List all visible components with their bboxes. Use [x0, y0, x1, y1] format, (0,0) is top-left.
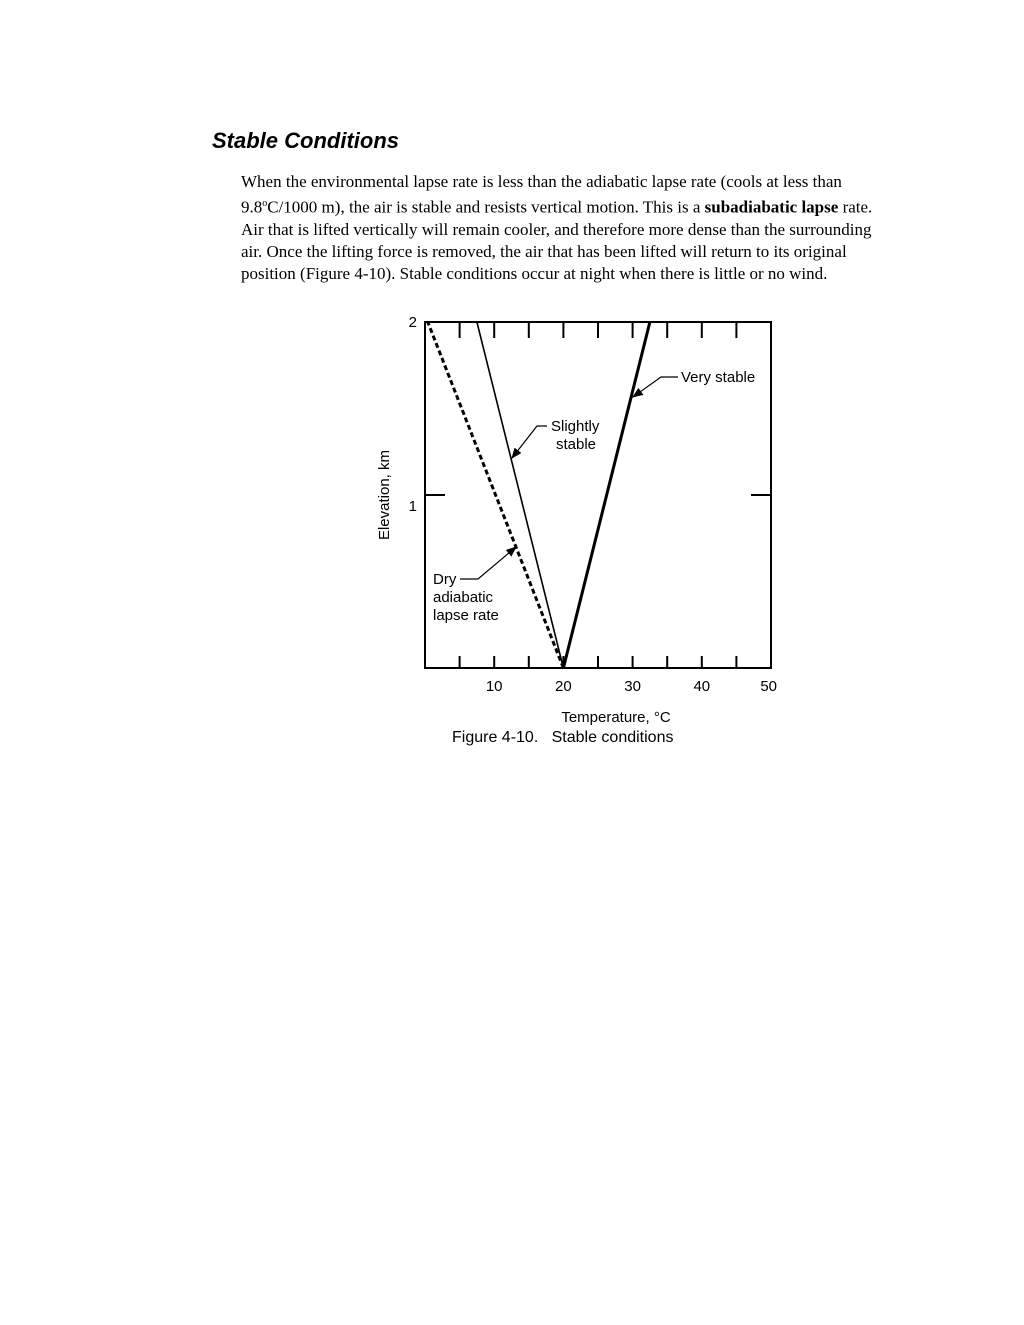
x-tick-label: 40 [693, 678, 711, 695]
paragraph-text: rate. Air that is lifted vertically will remain cooler, and therefore more dense than the surrounding air. Once the lifting force is removed, the air that has been lifted will return to its original position (Figure 4-10). Stable conditions occur at night when there is little or no wind. [241, 197, 873, 283]
bold-term: subadiabatic lapse [704, 197, 839, 217]
series-annotation-label: Slightly [551, 418, 600, 435]
x-axis-label: Temperature, °C [561, 709, 671, 726]
y-axis-label: Elevation, km [376, 449, 393, 541]
figure-caption: Figure 4-10. Stable conditions [452, 729, 674, 746]
x-tick-label: 20 [555, 678, 572, 695]
section-heading: Stable Conditions [212, 128, 399, 153]
series-annotation-label: stable [556, 436, 597, 453]
paragraph-text: When the environmental lapse rate is less than the adiabatic lapse rate (cools at less than 9.8 [241, 172, 842, 217]
x-tick-label: 30 [624, 678, 641, 695]
series-annotation-label: Dry [433, 571, 457, 588]
series-annotation-label: lapse rate [433, 607, 499, 624]
series-annotation-label: adiabatic [433, 589, 494, 606]
y-tick-label: 2 [408, 314, 417, 331]
y-tick-label: 1 [408, 498, 417, 515]
degree-superscript: o [262, 198, 268, 209]
annotation-arrow [633, 377, 678, 397]
x-tick-label: 10 [485, 678, 503, 695]
paragraph-text: C/1000 m), the air is stable and resists vertical motion. This is a [267, 197, 705, 217]
annotation-arrow [460, 547, 516, 579]
series-annotation-label: Very stable [681, 369, 756, 386]
annotation-arrow [512, 426, 547, 458]
series-line-very-stable [563, 322, 650, 668]
x-tick-label: 50 [760, 678, 777, 695]
